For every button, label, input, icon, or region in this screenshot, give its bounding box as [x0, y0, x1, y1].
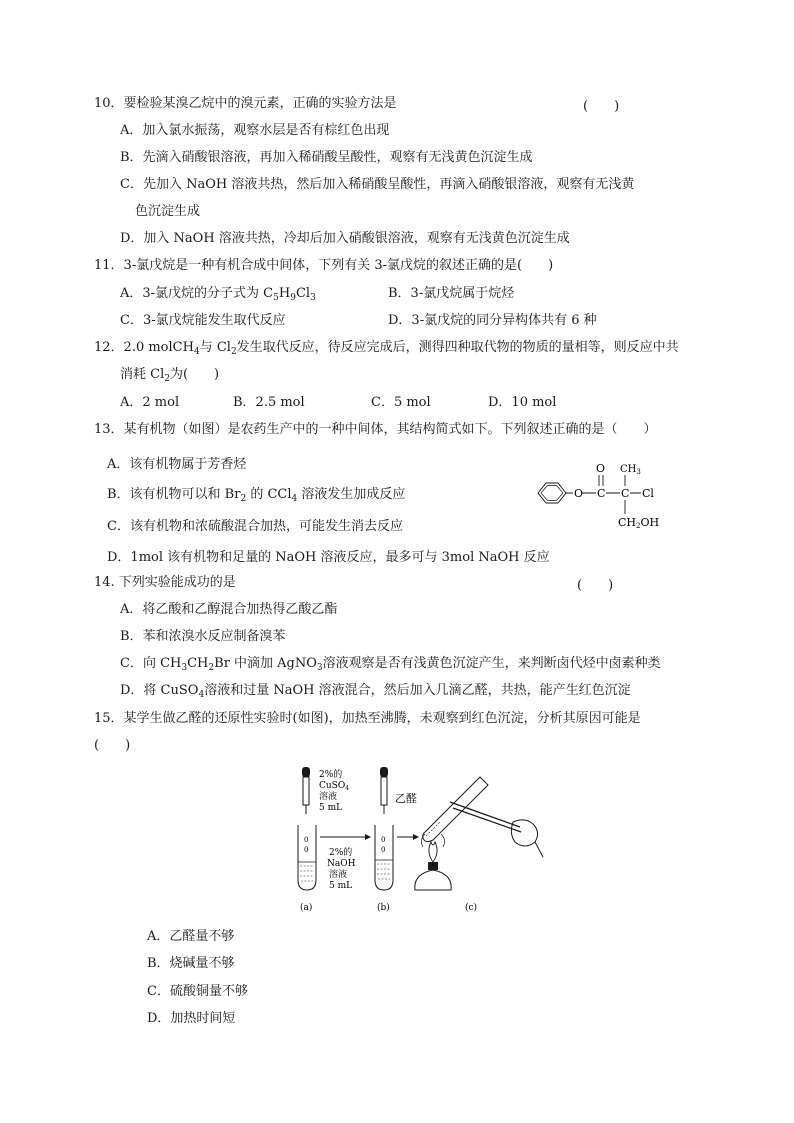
test-tube-a-icon [298, 825, 316, 890]
q12-option-b: B．2.5 mol [233, 395, 305, 410]
naoh-label-2: NaOH [327, 859, 356, 869]
caption-c: (c) [465, 903, 478, 913]
q15-bracket: ( ) [94, 738, 131, 753]
q14-bracket: ( ) [577, 578, 614, 593]
q12-stem: 12．2.0 molCH$_4$与 $Cl_2$发生取代反应，待反应完成后，测得四种取代物的物质的量相等，则反应中共 [94, 340, 679, 357]
q13-option-c: C．该有机物和浓硫酸混合加热，可能发生消去反应 [107, 519, 403, 534]
q13-stem: 13．某有机物（如图）是农药生产中的一种中间体，其结构简式如下。下列叙述正确的是（ ） [94, 422, 657, 437]
svg-text:0: 0 [381, 846, 386, 854]
naoh-label-3: 溶液 [329, 870, 348, 880]
q12-stem-cont: 消耗 $Cl_2$为( ) [120, 367, 220, 384]
q15-option-d: D．加热时间短 [147, 1011, 236, 1026]
dropper-b-icon [380, 767, 388, 814]
q11-option-a: A．3-氯戊烷的分子式为 $C_5H_9Cl_3$ [120, 286, 316, 303]
dropper-a-icon [302, 767, 310, 814]
q15-stem: 15．某学生做乙醛的还原性实验时(如图)，加热至沸腾，未观察到红色沉淀，分析其原因可能是 [94, 711, 641, 726]
q10-stem: 10．要检验某溴乙烷中的溴元素，正确的实验方法是 [94, 96, 397, 111]
q14-option-b: B．苯和浓溴水反应制备溴苯 [120, 629, 286, 644]
reagent-a-line3: 溶液 [319, 792, 338, 802]
q13-option-a: A．该有机物属于芳香烃 [107, 457, 247, 472]
test-tube-b-icon [375, 825, 393, 890]
chlorine-atom: Cl [642, 487, 654, 500]
test-tube-holder-icon [450, 802, 521, 832]
q10-option-d: D．加入 NaOH 溶液共热，冷却后加入硝酸银溶液，观察有无浅黄色沉淀生成 [120, 231, 570, 246]
q10-option-a: A．加入氯水振荡，观察水层是否有棕红色出现 [120, 123, 390, 138]
acetaldehyde-label: 乙醛 [395, 792, 417, 805]
naoh-label-1: 2%的 [329, 848, 353, 858]
benzene-ring [538, 483, 566, 503]
carbonyl-oxygen: O [596, 462, 606, 475]
caption-b: (b) [377, 903, 390, 913]
quaternary-carbon: C [621, 487, 630, 500]
q11-option-d: D．3-氯戊烷的同分异构体共有 6 种 [388, 313, 597, 328]
svg-text:0: 0 [304, 836, 309, 844]
q12-option-c: C．5 mol [371, 395, 431, 410]
q10-bracket: ( ) [583, 99, 620, 114]
q10-option-b: B．先滴入硝酸银溶液，再加入稀硝酸呈酸性，观察有无浅黄色沉淀生成 [120, 150, 533, 165]
reagent-a-line4: 5 mL [319, 803, 343, 813]
q10-option-c-cont: 色沉淀生成 [135, 204, 201, 219]
q14-option-c: C．向 $CH_3CH_2Br$ 中滴加 AgNO$_3$溶液观察是否有浅黄色沉淀产生，来判断卤代烃中卤素种类 [120, 656, 661, 673]
alcohol-lamp-icon [415, 834, 451, 890]
q15-option-c: C．硫酸铜量不够 [147, 984, 248, 999]
q14-option-d: D．将 CuSO$_4$溶液和过量 NaOH 溶液混合，然后加入几滴乙醛，共热，能产生红色沉淀 [120, 683, 631, 700]
q13-option-d: D．1mol 该有机物和足量的 NaOH 溶液反应，最多可与 3mol NaOH 反应 [107, 550, 550, 565]
q11-option-b: B．3-氯戊烷属于烷烃 [388, 286, 515, 301]
q13-structure-diagram [528, 458, 678, 538]
q11-stem: 11．3-氯戊烷是一种有机合成中间体，下列有关 3-氯戊烷的叙述正确的是( ) [94, 258, 554, 273]
carbonyl-carbon: C [597, 487, 606, 500]
q15-apparatus-figure [285, 762, 545, 917]
ether-oxygen: O [574, 487, 584, 500]
q12-option-a: A．2 mol [120, 395, 180, 410]
q14-stem: 14. 下列实验能成功的是 [94, 575, 236, 590]
svg-text:0: 0 [381, 836, 386, 844]
naoh-label-4: 5 mL [329, 881, 353, 891]
reagent-a-line1: 2%的 [319, 770, 343, 780]
hydroxymethyl-group: CH2OH [618, 516, 660, 530]
q10-option-c: C．先加入 NaOH 溶液共热，然后加入稀硝酸呈酸性，再滴入硝酸银溶液，观察有无浅黄 [120, 177, 635, 192]
q15-option-a: A．乙醛量不够 [147, 929, 235, 944]
q14-option-a: A．将乙酸和乙醇混合加热得乙酸乙酯 [120, 602, 338, 617]
q12-option-d: D．10 mol [488, 395, 557, 410]
reagent-a-line2: CuSO$_4$ [319, 781, 350, 792]
caption-a: (a) [300, 903, 313, 913]
q13-option-b: B．该有机物可以和 $Br_2$ 的 CCl$_4$ 溶液发生加成反应 [107, 487, 406, 504]
methyl-group: $CH_3$ [620, 464, 641, 476]
q11-option-c: C．3-氯戊烷能发生取代反应 [120, 313, 286, 328]
svg-text:0: 0 [304, 846, 309, 854]
q15-option-b: B．烧碱量不够 [147, 956, 235, 971]
